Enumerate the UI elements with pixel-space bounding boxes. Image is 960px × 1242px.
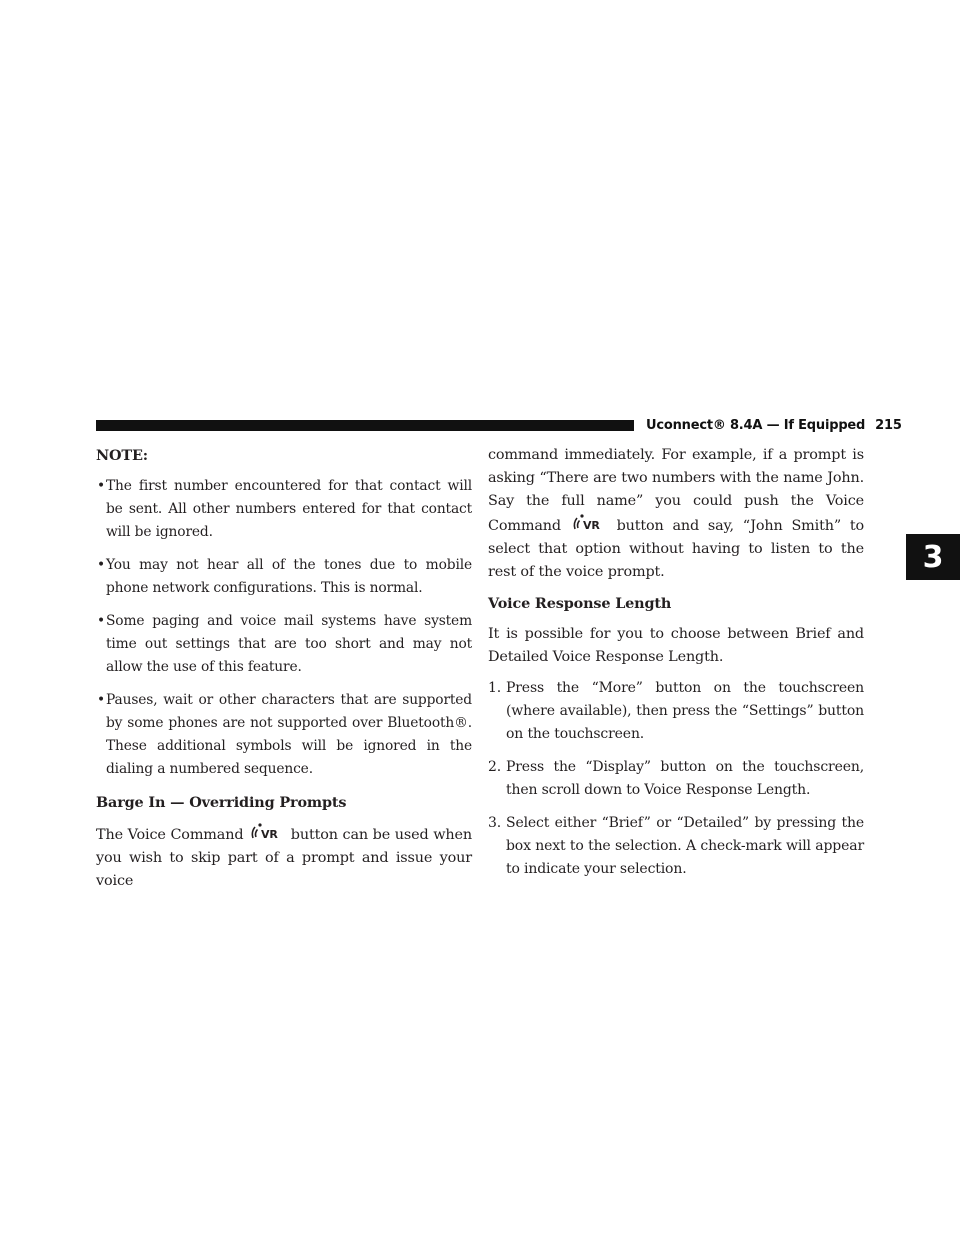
bullet-dot-icon: • <box>97 613 105 629</box>
bullet-dot-icon: • <box>97 478 105 494</box>
steps-list <box>488 677 864 881</box>
note-title: NOTE: <box>96 447 148 464</box>
running-header <box>646 418 902 434</box>
voice-command-vr-icon <box>250 822 284 842</box>
chapter-tab <box>906 534 960 580</box>
barge-in-heading: Barge In — Overriding Prompts <box>96 794 347 811</box>
svg-text:VR: VR <box>261 828 278 841</box>
note-bullet: • You may not hear all of the tones due to mobile phone network configurations. This is normal. <box>96 554 472 600</box>
header-title: Uconnect® 8.4A — If Equipped <box>646 418 866 433</box>
note-bullet: • Pauses, wait or other characters that are supported by some phones are not supported over Bluetooth®. These additional symbols will be ignored in the dialing a numbered sequence. <box>96 689 472 781</box>
step-item: 3. Select either “Brief” or “Detailed” by pressing the box next to the selection. A check-mark will appear to indicate your selection. <box>488 815 864 877</box>
barge-in-paragraph: The Voice Command VR button can be used when you wish to skip part of a prompt and issue your voice <box>96 822 472 893</box>
voice-response-paragraph: It is possible for you to choose between Brief and Detailed Voice Response Length. <box>488 626 864 665</box>
chapter-number: 3 <box>922 539 944 575</box>
voice-response-heading: Voice Response Length <box>488 595 672 612</box>
bullet-dot-icon: • <box>97 692 105 708</box>
barge-in-continuation: command immediately. For example, if a prompt is asking “There are two numbers with the name John. Say the full name” you could push the Voice Command VR button and say, “John Smith” to select that option without having to listen to the rest of the voice prompt. <box>488 447 864 580</box>
header-rule <box>96 420 634 431</box>
page-number: 215 <box>875 418 902 433</box>
note-bullet-list <box>96 475 472 781</box>
note-bullet: • The first number encountered for that contact will be sent. All other numbers entered for that contact will be ignored. <box>96 475 472 544</box>
step-item: 2. Press the “Display” button on the touchscreen, then scroll down to Voice Response Length. <box>488 759 864 798</box>
step-item: 1. Press the “More” button on the touchscreen (where available), then press the “Settings” button on the touchscreen. <box>488 680 864 742</box>
right-column <box>488 444 864 891</box>
note-bullet: • Some paging and voice mail systems have system time out settings that are too short and may not allow the use of this feature. <box>96 610 472 679</box>
left-column <box>96 444 472 901</box>
voice-command-vr-icon <box>572 513 606 533</box>
bullet-dot-icon: • <box>97 557 105 573</box>
svg-text:VR: VR <box>582 519 600 532</box>
